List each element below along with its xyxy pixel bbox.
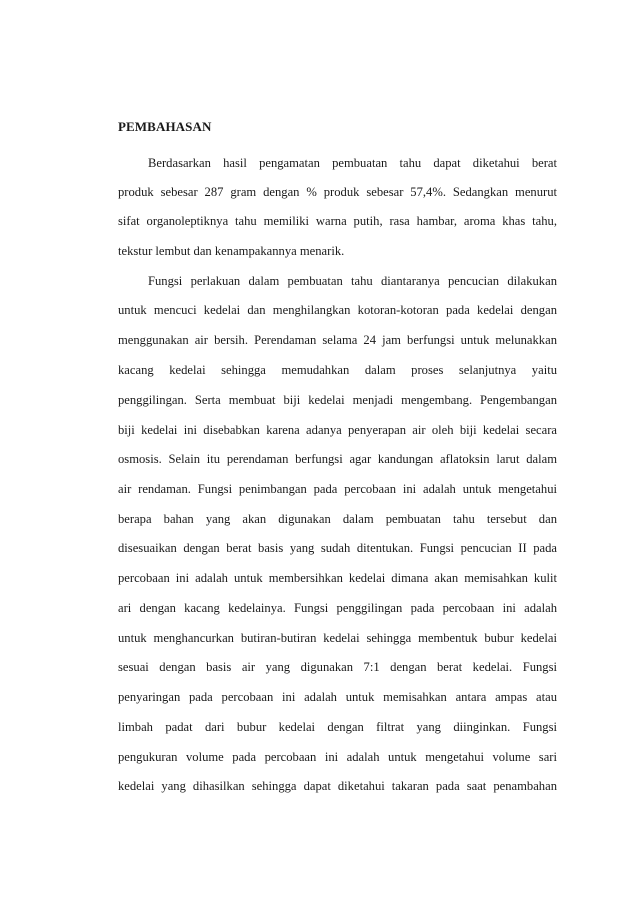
paragraph-line: untuk mencuci kedelai dan menghilangkan kotoran-kotoran pada kedelai dengan [118, 303, 557, 317]
paragraph-line: percobaan ini adalah untuk membersihkan kedelai dimana akan memisahkan kulit [118, 571, 557, 585]
section-heading: PEMBAHASAN [118, 119, 212, 134]
paragraph-line: sesuai dengan basis air yang digunakan 7:1 dengan berat kedelai. Fungsi [118, 660, 557, 674]
paragraph-line: berapa bahan yang akan digunakan dalam pembuatan tahu tersebut dan [118, 512, 557, 526]
paragraph-line: Berdasarkan hasil pengamatan pembuatan tahu dapat diketahui berat [148, 156, 557, 170]
paragraph-line: osmosis. Selain itu perendaman berfungsi agar kandungan aflatoksin larut dalam [118, 452, 557, 466]
paragraph-line: air rendaman. Fungsi penimbangan pada percobaan ini adalah untuk mengetahui [118, 482, 557, 496]
paragraph-line: sifat organoleptiknya tahu memiliki warna putih, rasa hambar, aroma khas tahu, [118, 214, 557, 228]
paragraph-line: ari dengan kacang kedelainya. Fungsi penggilingan pada percobaan ini adalah [118, 601, 557, 615]
paragraph-line: disesuaikan dengan berat basis yang sudah ditentukan. Fungsi pencucian II pada [118, 541, 557, 555]
paragraph-line: limbah padat dari bubur kedelai dengan filtrat yang diinginkan. Fungsi [118, 720, 557, 734]
paragraph-line: penyaringan pada percobaan ini adalah untuk memisahkan antara ampas atau [118, 690, 557, 704]
paragraph-line: Fungsi perlakuan dalam pembuatan tahu diantaranya pencucian dilakukan [148, 274, 557, 288]
paragraph-line: produk sebesar 287 gram dengan % produk sebesar 57,4%. Sedangkan menurut [118, 185, 557, 199]
paragraph-line: kedelai yang dihasilkan sehingga dapat diketahui takaran pada saat penambahan [118, 779, 557, 793]
paragraph-line: pengukuran volume pada percobaan ini adalah untuk mengetahui volume sari [118, 750, 557, 764]
paragraph-line: menggunakan air bersih. Perendaman selama 24 jam berfungsi untuk melunakkan [118, 333, 557, 347]
paragraph-line: kacang kedelai sehingga memudahkan dalam proses selanjutnya yaitu [118, 363, 557, 377]
paragraph-line: biji kedelai ini disebabkan karena adanya penyerapan air oleh biji kedelai secara [118, 423, 557, 437]
paragraph-line: penggilingan. Serta membuat biji kedelai menjadi mengembang. Pengembangan [118, 393, 557, 407]
paragraph-line: tekstur lembut dan kenampakannya menarik. [118, 244, 345, 258]
paragraph-line: untuk menghancurkan butiran-butiran kedelai sehingga membentuk bubur kedelai [118, 631, 557, 645]
